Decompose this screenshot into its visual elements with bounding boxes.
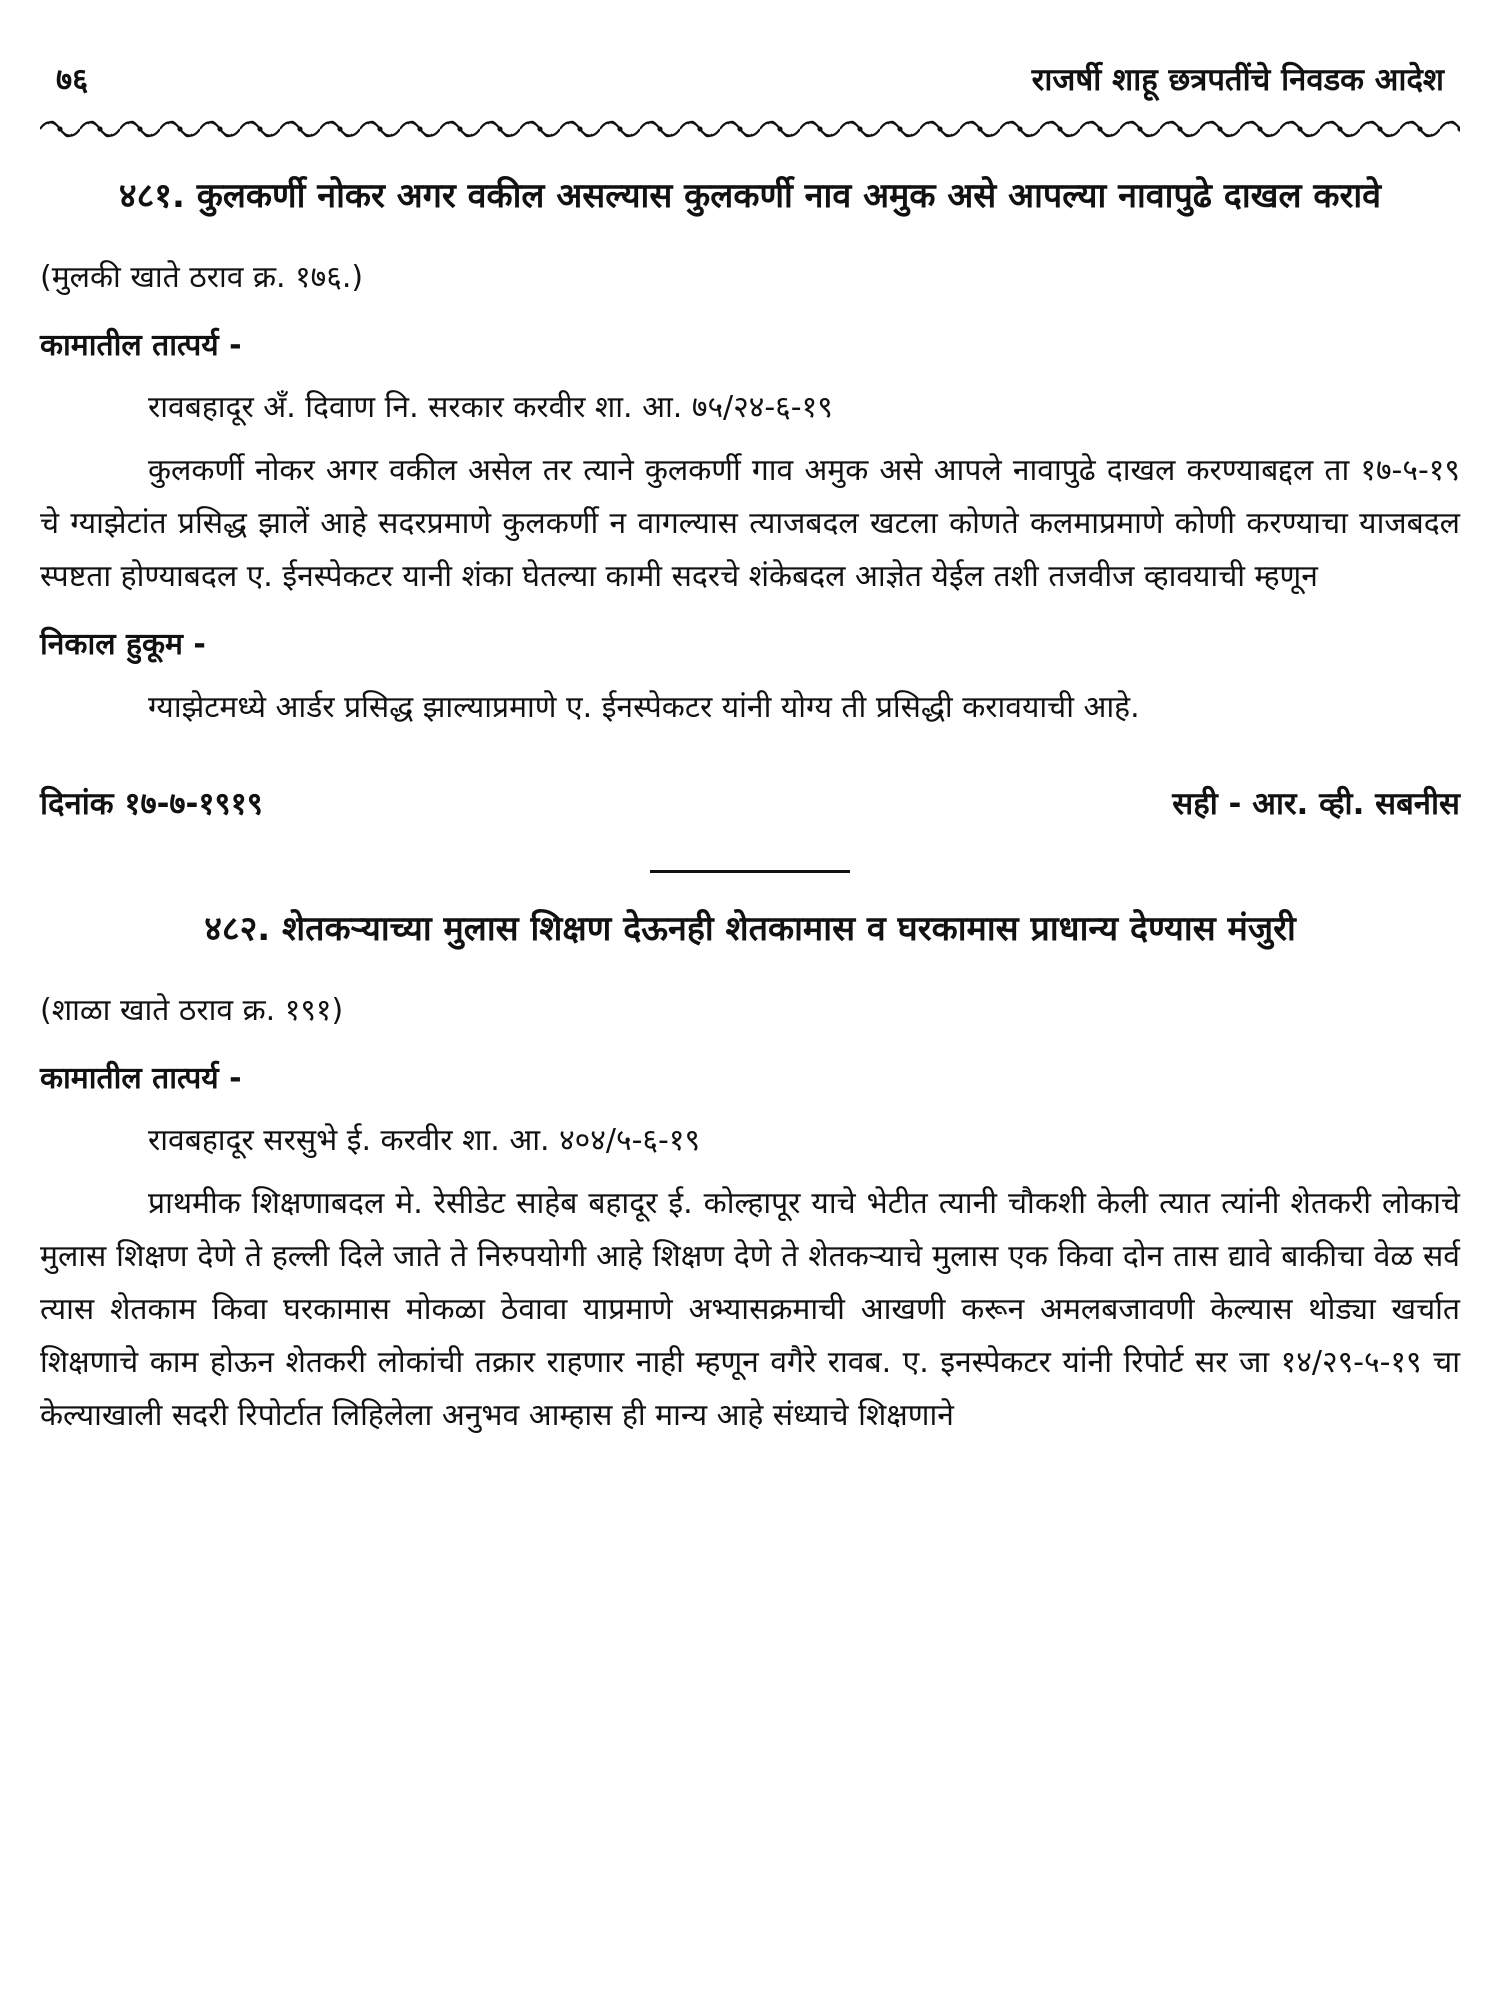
section-481-date: दिनांक १७-७-१९१९ — [40, 786, 263, 822]
page-header — [40, 58, 1460, 100]
section-481-verdict: ग्याझेटमध्ये आर्डर प्रसिद्ध झाल्याप्रमाणे ए. ईनस्पेकटर यांनी योग्य ती प्रसिद्धी करावयाची आहे. — [148, 690, 1140, 725]
section-482-title: ४८२. शेतकऱ्याच्या मुलास शिक्षण देऊनही शेतकामास व घरकामास प्राधान्य देण्यास मंजुरी — [204, 909, 1296, 949]
section-481-order-reference: रावबहादूर अँ. दिवाण नि. सरकार करवीर शा. आ. ७५/२४-६-१९ — [148, 390, 833, 425]
section-481-purport-label: कामातील तात्पर्य - — [40, 328, 242, 363]
section-481-body: कुलकर्णी नोकर अगर वकील असेल तर त्याने कुलकर्णी गाव अमुक असे आपले नावापुढे दाखल करण्याबद्दल ता १७-५-१९ चे ग्याझेटांत प्रसिद्ध झालें आहे सदरप्रमाणे कुलकर्णी न वागल्यास त्याजबदल खटला कोणते कलमाप्रमाणे कोणी करण्याचा याजबदल स्पष्टता होण्याबदल ए. ईनस्पेकटर यानी शंका घेतल्या कामी सदरचे शंकेबदल आज्ञेत येईल तशी तजवीज व्हावयाची म्हणून — [40, 453, 1460, 594]
section-482-body: प्राथमीक शिक्षणाबदल मे. रेसीडेट साहेब बहादूर ई. कोल्हापूर याचे भेटीत त्यानी चौकशी केली त्यात त्यांनी शेतकरी लोकाचे मुलास शिक्षण देणे ते हल्ली दिले जाते ते निरुपयोगी आहे शिक्षण देणे ते शेतकऱ्याचे मुलास एक किवा दोन तास द्यावे बाकीचा वेळ सर्व त्यास शेतकाम किवा घरकामास मोकळा ठेवावा याप्रमाणे अभ्यासक्रमाची आखणी करून अमलबजावणी केल्यास थोड्या खर्चात शिक्षणाचे काम होऊन शेतकरी लोकांची तक्रार राहणार नाही म्हणून वगैरे रावब. ए. इनस्पेकटर यांनी रिपोर्ट सर जा १४/२९-५-१९ चा केल्याखाली सदरी रिपोर्टात लिहिलेला अनुभव आम्हास ही मान्य आहे संध्याचे शिक्षणाने — [40, 1186, 1460, 1433]
section-481-verdict-label: निकाल हुकूम - — [40, 627, 206, 662]
section-481-signature: सही - आर. व्ही. सबनीस — [1172, 786, 1460, 822]
page-number: ७६ — [56, 62, 89, 98]
ornamental-border-divider — [40, 118, 1460, 140]
section-482-order-reference: रावबहादूर सरसुभे ई. करवीर शा. आ. ४०४/५-६-१९ — [148, 1123, 701, 1158]
section-481-title: ४८१. कुलकर्णी नोकर अगर वकील असल्यास कुलकर्णी नाव अमुक असे आपल्या नावापुढे दाखल करावे — [118, 176, 1382, 216]
book-title: राजर्षी शाहू छत्रपतींचे निवडक आदेश — [1031, 62, 1444, 98]
section-481-sign-off — [40, 778, 1460, 830]
section-481-reference: (मुलकी खाते ठराव क्र. १७६.) — [40, 260, 364, 295]
section-482-purport-label: कामातील तात्पर्य - — [40, 1061, 242, 1096]
section-divider-rule — [650, 870, 850, 873]
section-482-reference: (शाळा खाते ठराव क्र. १९१) — [40, 993, 344, 1028]
